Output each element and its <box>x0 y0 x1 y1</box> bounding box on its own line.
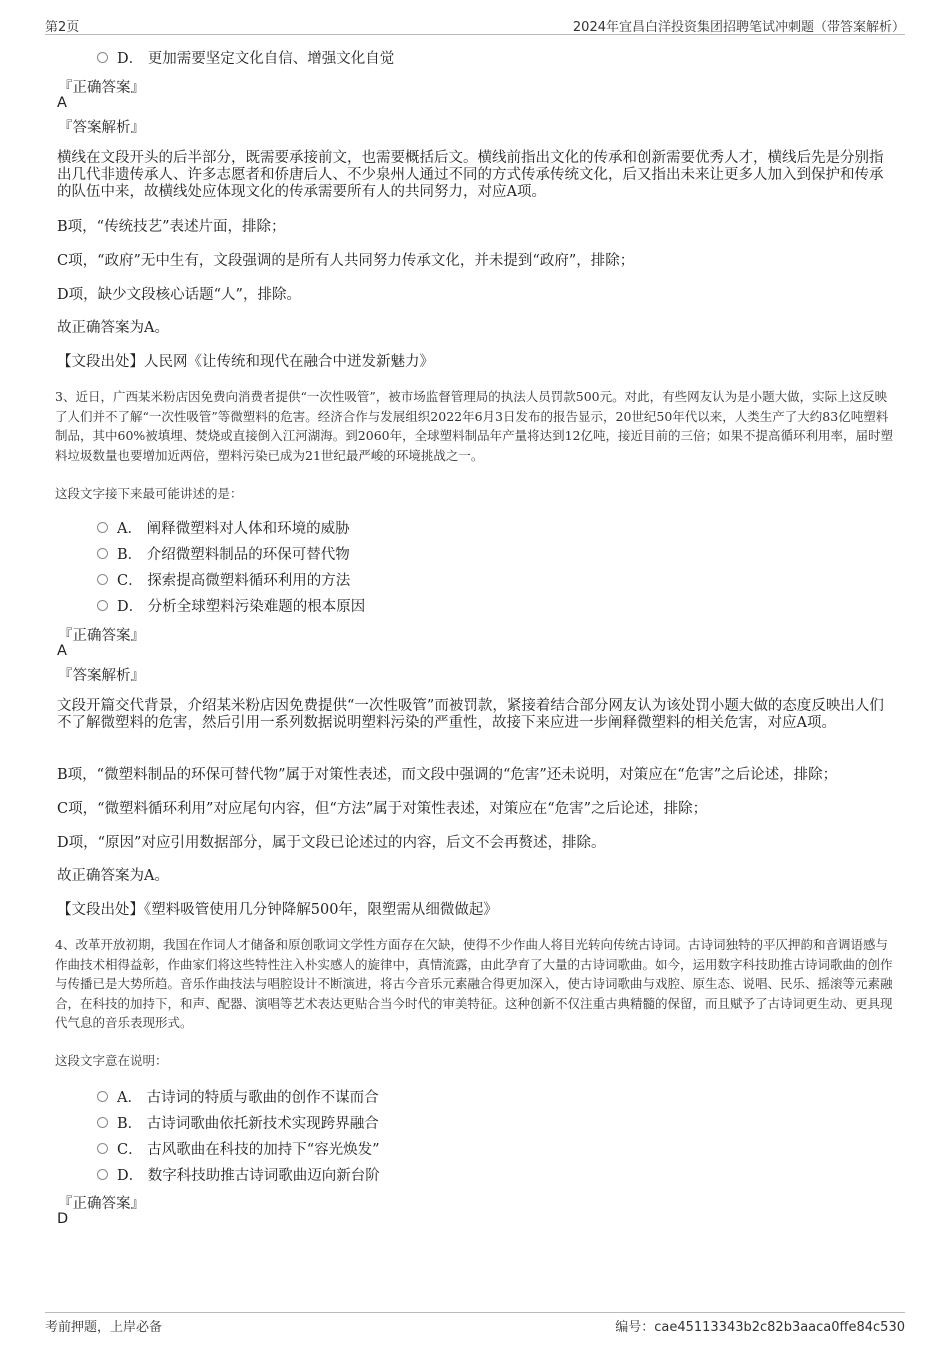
page-footer <box>45 1312 905 1335</box>
radio-icon[interactable] <box>97 522 108 533</box>
q2-answer: A <box>57 95 67 111</box>
q3-option-d[interactable]: D． 分析全球塑料污染难题的根本原因 <box>97 595 365 615</box>
radio-icon[interactable] <box>97 52 108 63</box>
q4-option-d[interactable]: D． 数字科技助推古诗词歌曲迈向新台阶 <box>97 1164 380 1184</box>
q3-analysis-para-1: 文段开篇交代背景，介绍某米粉店因免费提供“一次性吸管”而被罚款，紧接着结合部分网友认为该处罚小题大做的态度反映出人们不了解微塑料的危害，然后引用一系列数据说明塑料污染的严重性，故接下来应进一步阐释微塑料的相关危害，对应A项。 <box>57 698 884 731</box>
q3-answer-label: 『正确答案』 <box>58 628 145 644</box>
q3-option-b[interactable]: B． 介绍微塑料制品的环保可替代物 <box>97 543 350 563</box>
q4-answer-label: 『正确答案』 <box>58 1196 145 1212</box>
q4-option-a[interactable]: A． 古诗词的特质与歌曲的创作不谋而合 <box>97 1086 379 1106</box>
q4-option-b[interactable]: B． 古诗词歌曲依托新技术实现跨界融合 <box>97 1112 379 1132</box>
document-title: 2024年宜昌白洋投资集团招聘笔试冲刺题（带答案解析） <box>572 20 905 35</box>
q2-analysis-para-1: 横线在文段开头的后半部分，既需要承接前文，也需要概括后文。横线前指出文化的传承和创新需要优秀人才，横线后先是分别指出几代非遗传承人、许多志愿者和侨唐后人、不少泉州人通过不同的方式传承传统文化，后又指出未来让更多人加入到保护和传承的队伍中来，故横线处应体现文化的传承需要所有人的共同努力，对应A项。 <box>57 150 884 200</box>
radio-icon[interactable] <box>97 1117 108 1128</box>
q2-analysis-label: 『答案解析』 <box>58 120 145 136</box>
radio-icon[interactable] <box>97 600 108 611</box>
q2-analysis-para-3: C项，“政府”无中生有，文段强调的是所有人共同努力传承文化，并未提到“政府”，排除； <box>57 253 635 269</box>
q4-answer: D <box>57 1211 69 1227</box>
q3-analysis-para-5: 故正确答案为A。 <box>57 868 169 884</box>
q4-question-text: 4、改革开放初期，我国在作词人才储备和原创歌词文学性方面存在欠缺，使得不少作曲人将目光转向传统古诗词。古诗词独特的平仄押韵和音调语感与作曲技术相得益彰，作曲家们将这些特性注入朴实感人的旋律中，真情流露，由此孕育了大量的古诗词歌曲。如今，运用数字科技助推古诗词歌曲的创作与传播已是大势所趋。音乐作曲技法与唱腔设计不断演进，将古今音乐元素融合得更加深入，使古诗词歌曲与戏腔、原生态、说唱、民乐、摇滚等元素融合，在科技的加持下，和声、配器、演唱等艺术表达更贴合当今时代的审美特征。这种创新不仅注重古典精髓的保留，而且赋予了古诗词更生动、更具现代气息的音乐表现形式。 <box>55 937 893 1030</box>
q3-option-c[interactable]: C． 探索提高微塑料循环利用的方法 <box>97 569 350 589</box>
q3-analysis-para-4: D项，“原因”对应引用数据部分，属于文段已论述过的内容，后文不会再赘述，排除。 <box>57 835 606 851</box>
radio-icon[interactable] <box>97 574 108 585</box>
q3-analysis-para-3: C项，“微塑料循环利用”对应尾句内容，但“方法”属于对策性表述，对策应在“危害”之后论述，排除； <box>57 801 708 817</box>
q2-analysis-para-4: D项，缺少文段核心话题“人”，排除。 <box>57 287 301 303</box>
q4-prompt: 这段文字意在说明： <box>55 1053 168 1068</box>
q2-answer-label: 『正确答案』 <box>58 80 145 96</box>
radio-icon[interactable] <box>97 1169 108 1180</box>
q3-analysis-para-2: B项，“微塑料制品的环保可替代物”属于对策性表述，而文段中强调的“危害”还未说明，对策应在“危害”之后论述，排除； <box>57 767 838 783</box>
radio-icon[interactable] <box>97 1091 108 1102</box>
q2-analysis-para-5: 故正确答案为A。 <box>57 320 169 336</box>
page-header <box>45 14 905 35</box>
q2-source: 【文段出处】人民网《让传统和现代在融合中迸发新魅力》 <box>57 354 434 370</box>
q3-option-a[interactable]: A． 阐释微塑料对人体和环境的威胁 <box>97 517 350 537</box>
q3-source: 【文段出处】《塑料吸管使用几分钟降解500年，限塑需从细微做起》 <box>57 902 498 918</box>
q2-analysis-para-2: B项，“传统技艺”表述片面，排除； <box>57 219 286 235</box>
q3-analysis-label: 『答案解析』 <box>58 668 145 684</box>
radio-icon[interactable] <box>97 548 108 559</box>
radio-icon[interactable] <box>97 1143 108 1154</box>
footer-code: 编号：cae45113343b2c82b3aaca0ffe84c530 <box>615 1320 905 1335</box>
page-number: 第2页 <box>45 20 80 35</box>
q3-question-text: 3、近日，广西某米粉店因免费向消费者提供“一次性吸管”，被市场监督管理局的执法人员罚款500元。对此，有些网友认为是小题大做，实际上这反映了人们并不了解“一次性吸管”等微塑料的危害。经济合作与发展组织2022年6月3日发布的报告显示，20世纪50年代以来，人类生产了大约83亿吨塑料制品，其中60%被填埋、焚烧或直接倒入江河湖海。到2060年，全球塑料制品年产量将达到12亿吨，接近目前的三倍；如果不提高循环利用率，届时塑料垃圾数量也要增加近两倍，塑料污染已成为21世纪最严峻的环境挑战之一。 <box>55 389 894 463</box>
q3-answer: A <box>57 643 67 659</box>
q3-prompt: 这段文字接下来最可能讲述的是： <box>55 486 243 501</box>
q2-option-d[interactable]: D． 更加需要坚定文化自信、增强文化自觉 <box>97 47 394 67</box>
q4-option-c[interactable]: C． 古风歌曲在科技的加持下“容光焕发” <box>97 1138 380 1158</box>
footer-slogan: 考前押题，上岸必备 <box>45 1320 163 1335</box>
